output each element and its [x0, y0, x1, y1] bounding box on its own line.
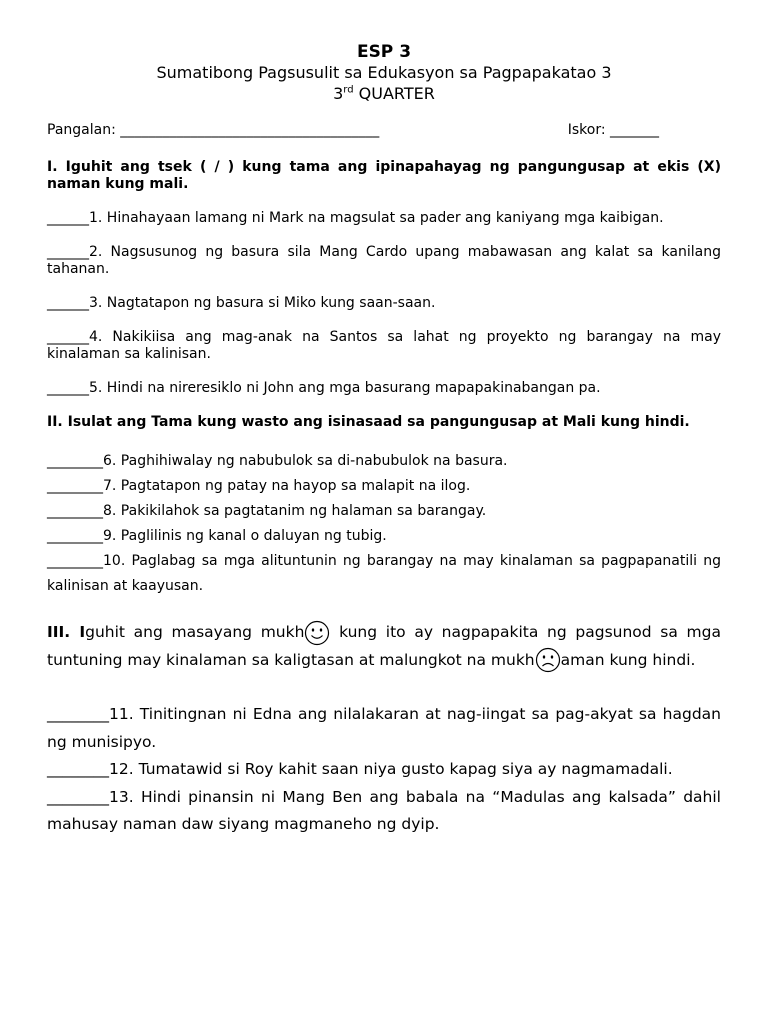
item-text: 12. Tumatawid si Roy kahit saan niya gusto kapag siya ay nagmamadali. — [109, 760, 673, 778]
sad-face-icon — [535, 647, 561, 673]
answer-blank: ________ — [47, 478, 103, 494]
answer-blank: ______ — [47, 244, 89, 260]
answer-blank: ________ — [47, 503, 103, 519]
quarter-number: 3 — [333, 84, 344, 103]
list-item — [47, 756, 721, 784]
answer-blank: ______ — [47, 380, 89, 396]
quarter-suffix: rd — [343, 84, 354, 96]
list-item — [47, 474, 721, 499]
smiley-face-icon — [304, 620, 330, 646]
answer-blank: ________ — [47, 553, 103, 569]
list-item — [47, 701, 721, 756]
item-text: 8. Pakikilahok sa pagtatanim ng halaman sa barangay. — [103, 503, 487, 519]
item-text: 11. Tinitingnan ni Edna ang nilalakaran at nag-iingat sa pag-akyat sa hagdan ng munisipyo. — [47, 705, 721, 751]
answer-blank: ______ — [47, 210, 89, 226]
section-3-text-a: guhit ang masayang mukh — [85, 623, 305, 641]
student-info-row — [47, 121, 721, 139]
answer-blank: ________ — [47, 528, 103, 544]
list-item — [47, 295, 721, 312]
name-blank: _____________________________________ — [120, 122, 380, 138]
item-text: 3. Nagtatapon ng basura si Miko kung saan-saan. — [89, 295, 436, 311]
section-3-text-b: kung ito ay nagpapakita ng pagsunod sa mga tuntuning may kinalaman sa kaligtasan at malungkot na mukh — [47, 623, 721, 669]
score-label: Iskor: — [567, 122, 606, 138]
worksheet-header — [47, 0, 721, 104]
list-item — [47, 380, 721, 397]
list-item — [47, 210, 721, 227]
name-label: Pangalan: — [47, 122, 116, 138]
score-field — [568, 121, 721, 139]
item-text: 9. Paglilinis ng kanal o daluyan ng tubig. — [103, 528, 387, 544]
section-3-list — [47, 701, 721, 839]
answer-blank: ________ — [47, 787, 109, 806]
quarter-label — [47, 83, 721, 104]
list-item — [47, 499, 721, 524]
item-text: 1. Hinahayaan lamang ni Mark na magsulat sa pader ang kaniyang mga kaibigan. — [89, 210, 664, 226]
list-item — [47, 549, 721, 599]
item-text: 7. Pagtatapon ng patay na hayop sa malapit na ilog. — [103, 478, 471, 494]
item-text: 4. Nakikiisa ang mag-anak na Santos sa lahat ng proyekto ng barangay na may kinalaman sa kalinisan. — [47, 329, 721, 362]
section-1-instruction: I. Iguhit ang tsek ( / ) kung tama ang ipinapahayag ng pangungusap at ekis (X) naman kung mali. — [47, 159, 721, 192]
section-2-list — [47, 449, 721, 599]
list-item — [47, 449, 721, 474]
answer-blank: ________ — [47, 453, 103, 469]
section-3-instruction — [47, 619, 721, 674]
item-text: 13. Hindi pinansin ni Mang Ben ang babala na “Madulas ang kalsada” dahil mahusay naman daw siyang magmaneho ng dyip. — [47, 787, 721, 833]
list-item — [47, 329, 721, 363]
section-2-instruction: II. Isulat ang Tama kung wasto ang isinasaad sa pangungusap at Mali kung hindi. — [47, 414, 690, 430]
page-subtitle: Sumatibong Pagsusulit sa Edukasyon sa Pagpapakatao 3 — [156, 63, 612, 82]
list-item — [47, 244, 721, 278]
answer-blank: ______ — [47, 329, 89, 345]
answer-blank: ______ — [47, 295, 89, 311]
answer-blank: ________ — [47, 760, 109, 778]
score-blank: _______ — [610, 122, 659, 138]
section-3-label: III. I — [47, 623, 86, 641]
list-item — [47, 784, 721, 839]
answer-blank: ________ — [47, 705, 109, 723]
name-field — [47, 121, 379, 139]
quarter-text: QUARTER — [353, 84, 435, 103]
section-3-text-c: aman kung hindi. — [560, 650, 696, 669]
list-item — [47, 524, 721, 549]
page-title: ESP 3 — [356, 42, 412, 62]
item-text: 6. Paghihiwalay ng nabubulok sa di-nabubulok na basura. — [103, 453, 508, 469]
item-text: 2. Nagsusunog ng basura sila Mang Cardo upang mabawasan ang kalat sa kanilang tahanan. — [47, 244, 721, 277]
item-text: 5. Hindi na nireresiklo ni John ang mga basurang mapapakinabangan pa. — [89, 380, 601, 396]
item-text: 10. Paglabag sa mga alituntunin ng barangay na may kinalaman sa pagpapanatili ng kalinisan at kaayusan. — [47, 553, 721, 594]
section-1-list — [47, 210, 721, 397]
